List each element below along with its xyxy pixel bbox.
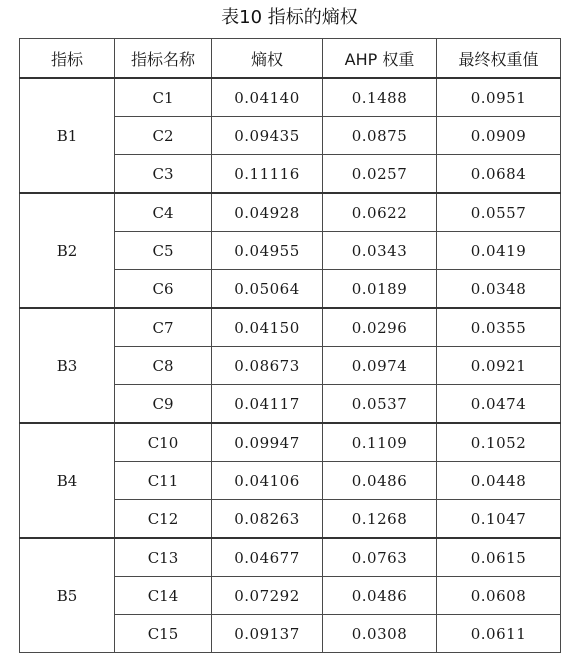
ahp-weight-cell: 0.0308 (323, 615, 437, 653)
indicator-name-cell: C10 (115, 423, 212, 462)
entropy-weight-cell: 0.04140 (212, 78, 323, 117)
final-weight-cell: 0.0611 (437, 615, 561, 653)
header-ahp-weight: AHP 权重 (323, 39, 437, 79)
ahp-weight-cell: 0.0486 (323, 577, 437, 615)
final-weight-cell: 0.0909 (437, 117, 561, 155)
group-label-cell: B5 (20, 538, 115, 653)
entropy-weight-cell: 0.04117 (212, 385, 323, 424)
final-weight-cell: 0.0921 (437, 347, 561, 385)
indicator-name-cell: C2 (115, 117, 212, 155)
ahp-weight-cell: 0.1268 (323, 500, 437, 539)
entropy-weight-cell: 0.08263 (212, 500, 323, 539)
final-weight-cell: 0.0608 (437, 577, 561, 615)
final-weight-cell: 0.0348 (437, 270, 561, 309)
entropy-weight-cell: 0.04928 (212, 193, 323, 232)
ahp-weight-cell: 0.1109 (323, 423, 437, 462)
table-row (20, 538, 561, 577)
entropy-weight-cell: 0.11116 (212, 155, 323, 194)
entropy-weight-cell: 0.09137 (212, 615, 323, 653)
entropy-weight-table (19, 38, 561, 653)
ahp-weight-cell: 0.1488 (323, 78, 437, 117)
entropy-weight-cell: 0.08673 (212, 347, 323, 385)
indicator-name-cell: C9 (115, 385, 212, 424)
watermark: ​ (569, 620, 577, 633)
table-row (20, 308, 561, 347)
indicator-name-cell: C12 (115, 500, 212, 539)
final-weight-cell: 0.0448 (437, 462, 561, 500)
table-row (20, 423, 561, 462)
header-indicator: 指标 (20, 39, 115, 79)
entropy-weight-cell: 0.05064 (212, 270, 323, 309)
indicator-name-cell: C6 (115, 270, 212, 309)
ahp-weight-cell: 0.0189 (323, 270, 437, 309)
ahp-weight-cell: 0.0537 (323, 385, 437, 424)
indicator-name-cell: C8 (115, 347, 212, 385)
ahp-weight-cell: 0.0622 (323, 193, 437, 232)
final-weight-cell: 0.0419 (437, 232, 561, 270)
final-weight-cell: 0.0615 (437, 538, 561, 577)
group-label-cell: B1 (20, 78, 115, 193)
ahp-weight-cell: 0.0296 (323, 308, 437, 347)
indicator-name-cell: C7 (115, 308, 212, 347)
indicator-name-cell: C3 (115, 155, 212, 194)
ahp-weight-cell: 0.0875 (323, 117, 437, 155)
entropy-weight-cell: 0.04106 (212, 462, 323, 500)
table-row (20, 193, 561, 232)
table-caption: 表10 指标的熵权 (221, 7, 358, 28)
ahp-weight-cell: 0.0257 (323, 155, 437, 194)
header-final-weight: 最终权重值 (437, 39, 561, 79)
indicator-name-cell: C15 (115, 615, 212, 653)
table-body (20, 78, 561, 653)
header-entropy-weight: 熵权 (212, 39, 323, 79)
entropy-weight-cell: 0.04955 (212, 232, 323, 270)
ahp-weight-cell: 0.0343 (323, 232, 437, 270)
entropy-weight-cell: 0.04677 (212, 538, 323, 577)
final-weight-cell: 0.1047 (437, 500, 561, 539)
entropy-weight-cell: 0.09435 (212, 117, 323, 155)
final-weight-cell: 0.0684 (437, 155, 561, 194)
indicator-name-cell: C1 (115, 78, 212, 117)
indicator-name-cell: C13 (115, 538, 212, 577)
indicator-name-cell: C11 (115, 462, 212, 500)
final-weight-cell: 0.1052 (437, 423, 561, 462)
header-row (20, 39, 561, 79)
entropy-weight-cell: 0.09947 (212, 423, 323, 462)
final-weight-cell: 0.0474 (437, 385, 561, 424)
table-row (20, 78, 561, 117)
group-label-cell: B3 (20, 308, 115, 423)
final-weight-cell: 0.0557 (437, 193, 561, 232)
header-indicator-name: 指标名称 (115, 39, 212, 79)
indicator-name-cell: C14 (115, 577, 212, 615)
group-label-cell: B4 (20, 423, 115, 538)
final-weight-cell: 0.0355 (437, 308, 561, 347)
entropy-weight-cell: 0.07292 (212, 577, 323, 615)
entropy-weight-cell: 0.04150 (212, 308, 323, 347)
ahp-weight-cell: 0.0763 (323, 538, 437, 577)
ahp-weight-cell: 0.0486 (323, 462, 437, 500)
indicator-name-cell: C4 (115, 193, 212, 232)
ahp-weight-cell: 0.0974 (323, 347, 437, 385)
indicator-name-cell: C5 (115, 232, 212, 270)
group-label-cell: B2 (20, 193, 115, 308)
final-weight-cell: 0.0951 (437, 78, 561, 117)
